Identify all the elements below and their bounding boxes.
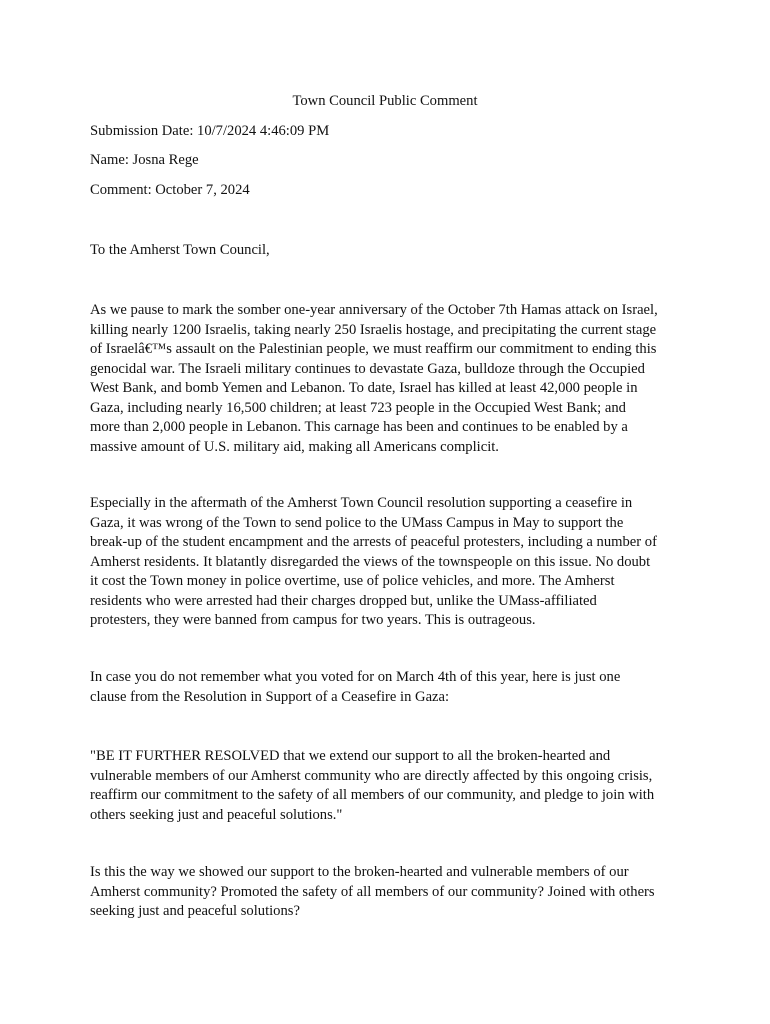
paragraph-line: Gaza, it was wrong of the Town to send police to the UMass Campus in May to support the (90, 514, 624, 531)
paragraph-1 (90, 301, 690, 457)
salutation: To the Amherst Town Council, (90, 242, 270, 258)
paragraph-2 (90, 494, 690, 631)
paragraph-line: "BE IT FURTHER RESOLVED that we extend our support to all the broken-hearted and (90, 748, 611, 764)
paragraph-line: vulnerable members of our Amherst community who are directly affected by this ongoing crisis, (90, 767, 653, 784)
quoted-resolution (90, 747, 690, 825)
paragraph-line: Gaza, including nearly 16,500 children; at least 723 people in the Occupied West Bank; and (90, 399, 626, 416)
paragraph-line: clause from the Resolution in Support of a Ceasefire in Gaza: (90, 688, 450, 705)
paragraph-line: In case you do not remember what you voted for on March 4th of this year, here is just one (90, 669, 621, 685)
paragraph-line: West Bank, and bomb Yemen and Lebanon. To date, Israel has killed at least 42,000 people in (90, 380, 638, 396)
paragraph-line: others seeking just and peaceful solutions." (90, 806, 343, 823)
paragraph-line: more than 2,000 people in Lebanon. This carnage has been and continues to be enabled by a (90, 419, 628, 435)
paragraph-line: protesters, they were banned from campus for two years. This is outrageous. (90, 612, 536, 628)
paragraph-line: As we pause to mark the somber one-year anniversary of the October 7th Hamas attack on Israel, (90, 302, 658, 318)
paragraph-line: killing nearly 1200 Israelis, taking nearly 250 Israelis hostage, and precipitating the current stage (90, 321, 657, 338)
paragraph-line: it cost the Town money in police overtime, use of police vehicles, and more. The Amherst (90, 573, 615, 589)
paragraph-line: Especially in the aftermath of the Amherst Town Council resolution supporting a ceasefire in (90, 495, 633, 511)
submitter-name: Name: Josna Rege (90, 152, 199, 168)
paragraph-line: of Israelâ€™s assault on the Palestinian people, we must reaffirm our commitment to ending this (90, 341, 657, 357)
paragraph-line: Amherst residents. It blatantly disregarded the views of the townspeople on this issue. No doubt (90, 553, 651, 570)
paragraph-line: genocidal war. The Israeli military continues to devastate Gaza, bulldoze through the Occupied (90, 360, 645, 377)
submission-date: Submission Date: 10/7/2024 4:46:09 PM (90, 123, 330, 139)
paragraph-line: break-up of the student encampment and the arrests of peaceful protesters, including a number of (90, 534, 657, 550)
paragraph-line: Is this the way we showed our support to the broken-hearted and vulnerable members of our (90, 864, 629, 880)
paragraph-line: residents who were arrested had their charges dropped but, unlike the UMass-affiliated (90, 592, 597, 609)
paragraph-line: reaffirm our commitment to the safety of all members of our community, and pledge to join with (90, 787, 655, 803)
comment-header: Comment: October 7, 2024 (90, 182, 250, 198)
paragraph-line: Amherst community? Promoted the safety of all members of our community? Joined with others (90, 883, 655, 900)
paragraph-line: massive amount of U.S. military aid, making all Americans complicit. (90, 438, 499, 455)
paragraph-5 (90, 863, 690, 922)
paragraph-line: seeking just and peaceful solutions? (90, 903, 300, 919)
paragraph-3 (90, 668, 690, 707)
document-title: Town Council Public Comment (292, 93, 478, 109)
